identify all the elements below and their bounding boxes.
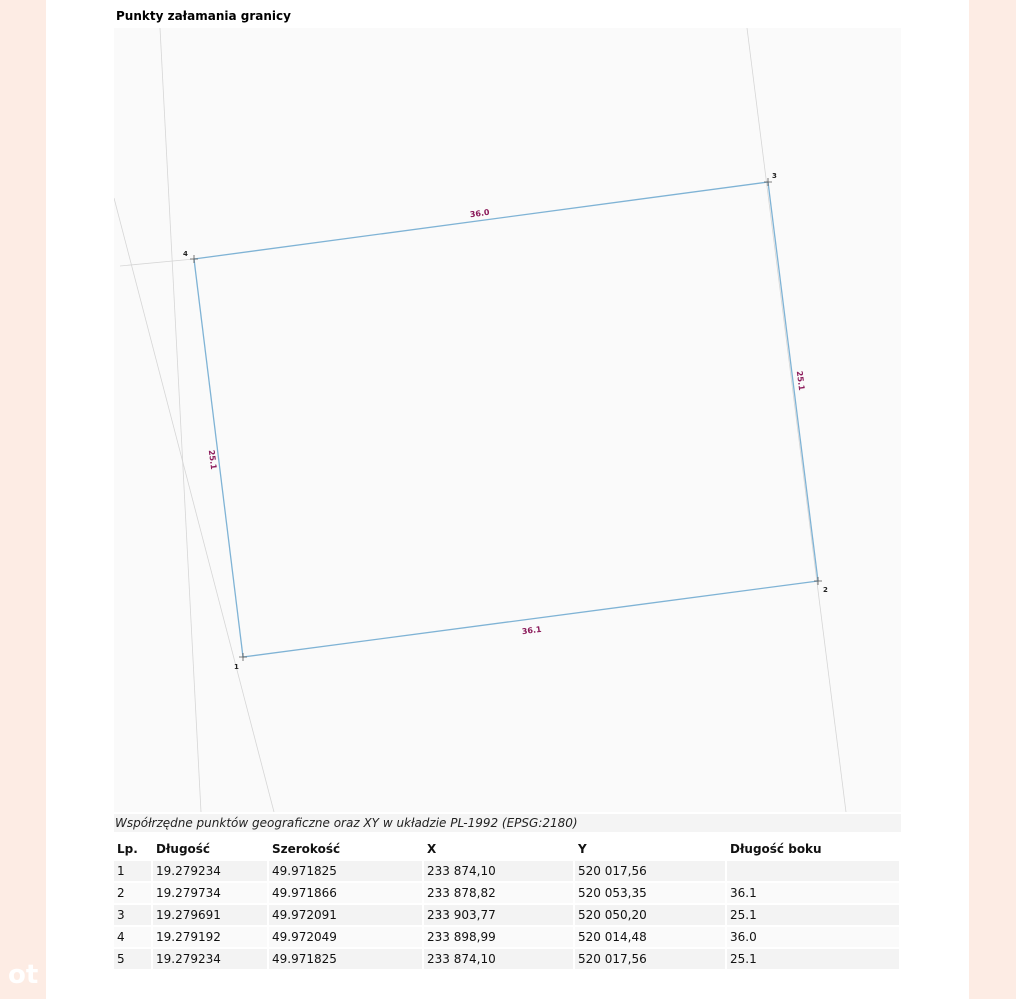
cell-lp: 1 (114, 861, 153, 883)
table-caption: Współrzędne punktów geograficzne oraz XY w układzie PL-1992 (EPSG:2180) (114, 814, 901, 832)
vertex-markers (190, 178, 822, 661)
boundary-edge-1-2 (243, 581, 818, 657)
cell-y: 520 017,56 (575, 861, 727, 883)
cell-side-length: 25.1 (727, 949, 901, 971)
vertex-label: 1 (234, 663, 239, 671)
cell-latitude: 49.971825 (269, 861, 424, 883)
column-header-lp: Lp. (114, 837, 153, 861)
boundary-edges (194, 182, 818, 657)
table-row (114, 883, 901, 905)
cell-latitude: 49.971866 (269, 883, 424, 905)
vertex-label: 4 (183, 250, 188, 258)
cell-x: 233 898,99 (424, 927, 575, 949)
grid-line (114, 198, 274, 812)
edge-length-label: 36.0 (469, 207, 491, 220)
cell-side-length: 36.0 (727, 927, 901, 949)
table-row (114, 861, 901, 883)
cell-x: 233 903,77 (424, 905, 575, 927)
cell-side-length: 36.1 (727, 883, 901, 905)
cell-lp: 5 (114, 949, 153, 971)
vertex-label: 3 (772, 172, 777, 180)
vertex-marker (190, 255, 198, 263)
cell-longitude: 19.279192 (153, 927, 269, 949)
vertex-marker (764, 178, 772, 186)
cell-latitude: 49.972049 (269, 927, 424, 949)
coordinates-table (114, 837, 901, 971)
cell-longitude: 19.279234 (153, 949, 269, 971)
cell-side-length: 25.1 (727, 905, 901, 927)
vertex-label: 2 (823, 586, 828, 594)
cell-longitude: 19.279234 (153, 861, 269, 883)
watermark-logo: ot (8, 960, 39, 990)
cell-longitude: 19.279734 (153, 883, 269, 905)
column-header-side-length: Długość boku (727, 837, 901, 861)
page-title: Punkty załamania granicy (116, 9, 291, 23)
cell-x: 233 878,82 (424, 883, 575, 905)
boundary-edge-4-1 (194, 259, 243, 657)
table-row (114, 927, 901, 949)
vertex-marker (814, 577, 822, 585)
cell-y: 520 017,56 (575, 949, 727, 971)
cell-side-length (727, 861, 901, 883)
grid-line (160, 28, 201, 812)
column-header-latitude: Szerokość (269, 837, 424, 861)
table-row (114, 949, 901, 971)
cell-latitude: 49.971825 (269, 949, 424, 971)
boundary-map-svg (114, 28, 901, 812)
cell-x: 233 874,10 (424, 949, 575, 971)
cell-y: 520 014,48 (575, 927, 727, 949)
boundary-edge-2-3 (768, 182, 818, 581)
edge-length-label: 25.1 (206, 449, 219, 471)
cell-y: 520 053,35 (575, 883, 727, 905)
grid-lines (114, 28, 846, 812)
cell-x: 233 874,10 (424, 861, 575, 883)
column-header-y: Y (575, 837, 727, 861)
edge-length-label: 25.1 (794, 370, 807, 392)
column-header-x: X (424, 837, 575, 861)
cell-longitude: 19.279691 (153, 905, 269, 927)
cell-lp: 2 (114, 883, 153, 905)
cell-y: 520 050,20 (575, 905, 727, 927)
cell-lp: 4 (114, 927, 153, 949)
boundary-map (114, 28, 901, 812)
boundary-edge-3-4 (194, 182, 768, 259)
table-header-row (114, 837, 901, 861)
vertex-marker (239, 653, 247, 661)
cell-lp: 3 (114, 905, 153, 927)
column-header-longitude: Długość (153, 837, 269, 861)
edge-length-label: 36.1 (521, 624, 543, 637)
grid-line (747, 28, 846, 812)
cell-latitude: 49.972091 (269, 905, 424, 927)
table-row (114, 905, 901, 927)
